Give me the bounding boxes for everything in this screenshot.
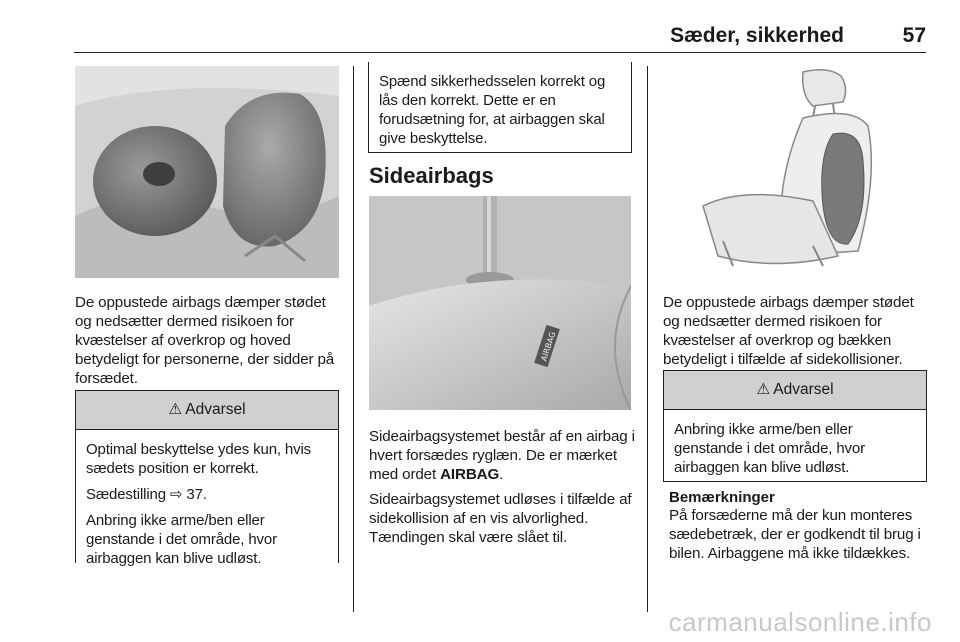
- watermark: carmanualsonline.info: [668, 607, 932, 637]
- column-divider: [353, 66, 354, 612]
- warning-title: Advarsel: [185, 401, 246, 418]
- seat-position-reference: Sædestilling ⇨ 37.: [86, 486, 207, 503]
- page-header: [74, 24, 926, 50]
- warning-header: [76, 391, 338, 430]
- seatbelt-warning-text: Spænd sikkerhedsselen korrekt og lås den korrekt. Dette er en forudsætning for, at airbaggen skal give beskyttelse.: [379, 73, 606, 147]
- airbag-word: AIRBAG: [440, 466, 500, 483]
- warning-text: Optimal beskyttelse ydes kun, hvis sædets position er korrekt.: [86, 441, 311, 477]
- warning-box-continued: [368, 62, 632, 153]
- section-title: Sæder, sikkerhed: [670, 24, 844, 47]
- airbag-label-text: AIRBAG: [539, 330, 558, 363]
- page-number: 57: [902, 24, 926, 47]
- column-divider: [647, 66, 648, 612]
- page-reference-arrow-icon: ⇨: [169, 486, 183, 503]
- front-airbag-caption: De oppustede airbags dæmper stødet og nedsætter dermed risikoen for kvæstelser af overkrop og hoved betydeligt for personerne, der sidder på forsædet.: [75, 294, 335, 387]
- header-rule: [74, 52, 926, 53]
- warning-icon: ⚠: [168, 401, 183, 418]
- page-reference-link[interactable]: 37.: [186, 486, 207, 503]
- side-airbag-deployment-text: Sideairbagsystemet udløses i tilfælde af sidekollision af en vis alvorlighed. Tændingen skal være slået til.: [369, 491, 632, 546]
- section-heading: Sideairbags: [369, 163, 494, 188]
- warning-text: Anbring ikke arme/ben eller genstande i det område, hvor airbaggen kan blive udløst.: [86, 512, 277, 567]
- warning-title: Advarsel: [773, 381, 834, 398]
- front-airbags-illustration: [75, 66, 339, 278]
- side-airbag-description: Sideairbagsystemet består af en airbag i hvert forsædes ryglæn. De er mærket med ordet AIRBAG.: [369, 428, 635, 483]
- seat-airbag-label-illustration: [369, 196, 631, 410]
- side-airbag-caption: De oppustede airbags dæmper stødet og nedsætter dermed risikoen for kvæstelser af overkrop og bækken betydeligt i tilfælde af sidekollisioner.: [663, 294, 914, 368]
- side-airbag-seat-illustration: [663, 66, 925, 274]
- warning-box: [75, 390, 339, 567]
- note-label: Bemærkninger: [669, 489, 775, 506]
- warning-header: [664, 371, 926, 410]
- warning-text: Anbring ikke arme/ben eller genstande i det område, hvor airbaggen kan blive udløst.: [674, 421, 865, 476]
- warning-icon: ⚠: [756, 381, 771, 398]
- note-text: På forsæderne må der kun monteres sædebetræk, der er godkendt til brug i bilen. Airbaggene må ikke tildækkes.: [669, 507, 921, 562]
- warning-box: [663, 370, 927, 482]
